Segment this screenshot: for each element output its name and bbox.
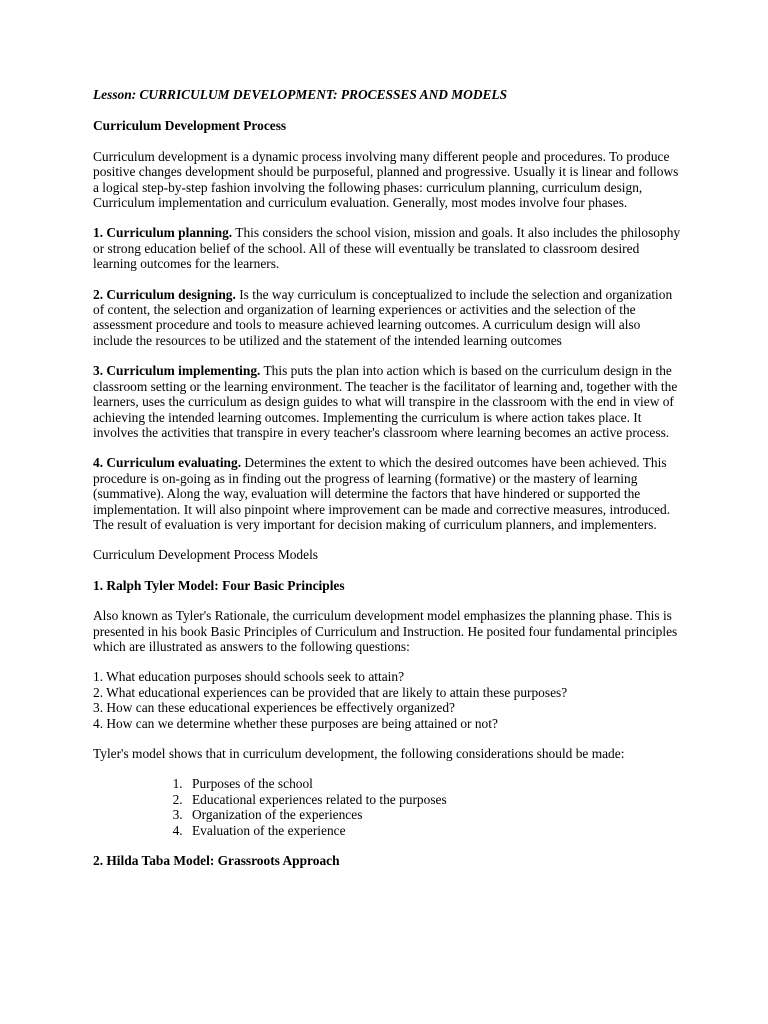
- tyler-considerations-list: [93, 776, 683, 838]
- tyler-question-item: 3. How can these educational experiences be effectively organized?: [93, 700, 455, 716]
- intro-paragraph: Curriculum development is a dynamic process involving many different people and procedures. To produce positive changes development should be purposeful, planned and progressive. Usually it is linear and follows a logical step-by-step fashion involving the following phases: curriculum planning, curriculum design, Curriculum implementation and curriculum evaluation. Generally, most modes involve four phases.: [93, 148, 679, 211]
- section-heading-process: Curriculum Development Process: [93, 118, 287, 134]
- phase-implementing-lead: 3. Curriculum implementing.: [93, 363, 261, 379]
- phase-designing-text: Is the way curriculum is conceptualized to include the selection and organization of content, the selection and organization of learning experiences or activities and the selection of the assessment procedure and tools to measure achieved learning outcomes. A curriculum design will also include the resources to be utilized and the statement of the intended learning outcomes: [93, 286, 673, 348]
- phase-planning-text: This considers the school vision, mission and goals. It also includes the philosophy or strong education belief of the school. All of these will eventually be translated to classroom desired learning outcomes for the learners.: [93, 225, 681, 272]
- consideration-item: 1. Purposes of the school: [186, 776, 683, 791]
- lesson-title: Lesson: CURRICULUM DEVELOPMENT: PROCESSES AND MODELS: [93, 87, 508, 102]
- tyler-question-item: 4. How can we determine whether these purposes are being attained or not?: [93, 715, 498, 731]
- consideration-item: 2. Educational experiences related to the purposes: [186, 792, 683, 807]
- phase-implementing-text: This puts the plan into action which is based on the curriculum design in the classroom setting or the learning environment. The teacher is the facilitator of learning and, together with the learners, uses the curriculum as design guides to what will transpire in the classroom with the end in view of achieving the intended learning outcomes. Implementing the curriculum is where action takes place. It involves the activities that transpire in every teacher's classroom where learning becomes an active process.: [93, 363, 678, 440]
- phase-designing-lead: 2. Curriculum designing.: [93, 286, 236, 302]
- tyler-considerations-intro: Tyler's model shows that in curriculum development, the following considerations should be made:: [93, 746, 625, 761]
- phase-evaluating-paragraph: [93, 455, 683, 532]
- models-heading: Curriculum Development Process Models: [93, 547, 318, 563]
- tyler-intro-paragraph: Also known as Tyler's Rationale, the curriculum development model emphasizes the planning phase. This is presented in his book Basic Principles of Curriculum and Instruction. He posited four fundamental principles which are illustrated as answers to the following questions:: [93, 608, 678, 654]
- phase-evaluating-lead: 4. Curriculum evaluating.: [93, 455, 242, 471]
- consideration-item: 4. Evaluation of the experience: [186, 823, 683, 838]
- consideration-item: 3. Organization of the experiences: [186, 807, 683, 822]
- tyler-questions-list: [93, 669, 683, 731]
- tyler-question-item: 1. What education purposes should schools seek to attain?: [93, 669, 405, 685]
- tyler-question-item: 2. What educational experiences can be provided that are likely to attain these purposes?: [93, 684, 568, 700]
- phase-planning-paragraph: [93, 225, 683, 271]
- phase-planning-lead: 1. Curriculum planning.: [93, 225, 233, 241]
- phase-implementing-paragraph: [93, 363, 683, 440]
- taba-model-heading: 2. Hilda Taba Model: Grassroots Approach: [93, 853, 340, 869]
- document-body: [93, 87, 683, 883]
- phase-evaluating-text: Determines the extent to which the desired outcomes have been achieved. This procedure is on-going as in finding out the progress of learning (formative) or the mastery of learning (summative). Along the way, evaluation will determine the factors that have hindered or supported the implementation. It will also pinpoint where improvement can be made and corrective measures, introduced. The result of evaluation is very important for decision making of curriculum planners, and implementers.: [93, 455, 671, 532]
- tyler-model-heading: 1. Ralph Tyler Model: Four Basic Principles: [93, 577, 345, 593]
- phase-designing-paragraph: [93, 287, 683, 349]
